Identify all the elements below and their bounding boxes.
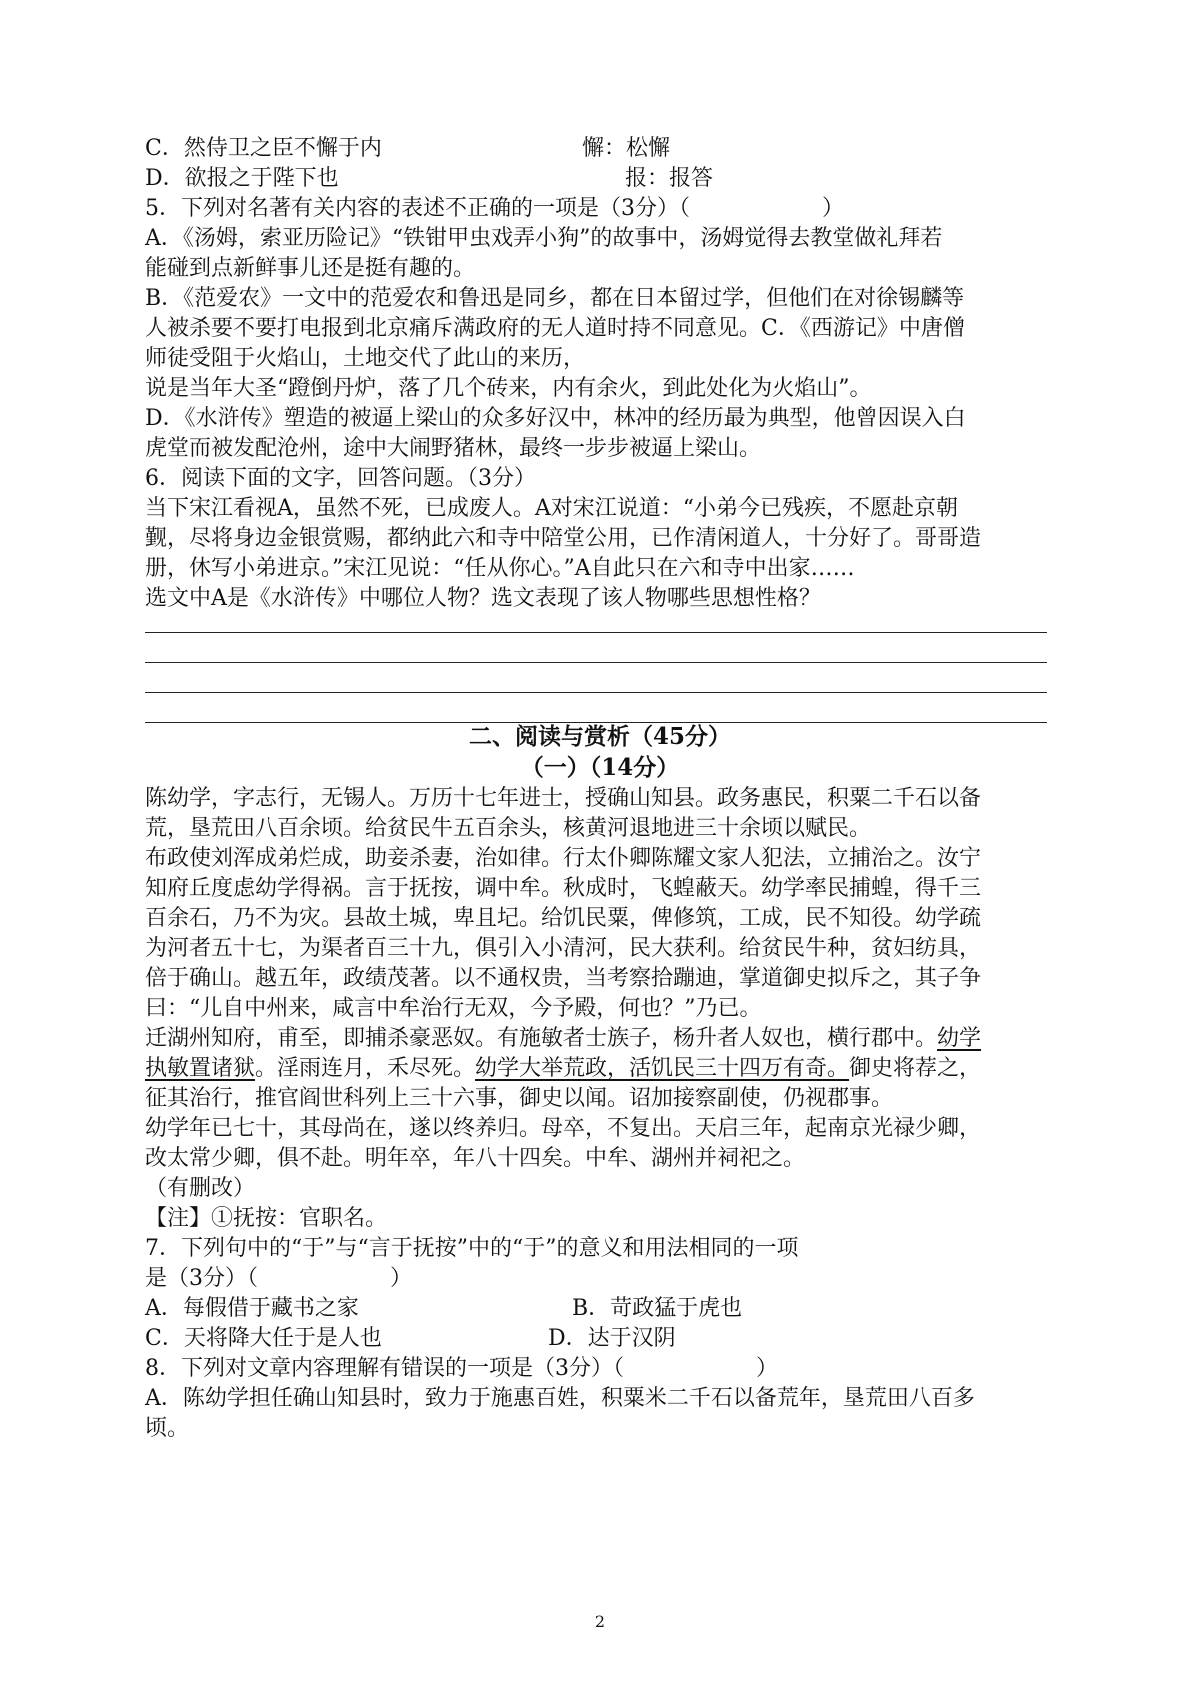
q6-line: 当下宋江看视A，虽然不死，已成废人。A对宋江说道：“小弟今已残疾，不愿赴京朝 xyxy=(145,496,959,521)
passage-line: 荒，垦荒田八百余顷。给贫民牛五百余头，核黄河退地进三十余顷以赋民。 xyxy=(145,816,872,841)
underlined-sentence: 幼学大举荒政，活饥民三十四万有奇。 xyxy=(475,1056,850,1081)
q7-option-a: A．每假借于藏书之家 xyxy=(145,1296,359,1321)
passage-line: 征其治行，推官阎世科列上三十六事，御史以闻。诏加接察副使，仍视郡事。 xyxy=(145,1086,894,1111)
q5-line: A．《汤姆，索亚历险记》“铁钳甲虫戏弄小狗”的故事中，汤姆觉得去教堂做礼拜若 xyxy=(145,226,943,251)
section-heading: 二、阅读与赏析（45分） xyxy=(468,723,731,750)
passage-line xyxy=(145,1023,981,1055)
passage-text: 迁湖州知府，甫至，即捕杀豪恶奴。有施敏者士族子，杨升者人奴也，横行郡中。 xyxy=(145,1026,938,1051)
q7-option-d: D．达于汉阴 xyxy=(548,1326,676,1351)
underlined-sentence: 执敏置诸狱 xyxy=(145,1056,256,1081)
subsection-heading: （一）（14分） xyxy=(520,754,680,781)
q5-line: 说是当年大圣“蹬倒丹炉，落了几个砖来，内有余火，到此处化为火焰山”。 xyxy=(145,376,872,401)
passage-line: 知府丘度虑幼学得祸。言于抚按，调中牟。秋成时，飞蝗蔽天。幼学率民捕蝗，得千三 xyxy=(145,876,982,901)
passage-text: 御史将荐之， xyxy=(849,1056,982,1081)
passage-footnote: 【注】①抚按：官职名。 xyxy=(145,1206,388,1231)
q5-line: 师徒受阻于火焰山，土地交代了此山的来历， xyxy=(145,346,586,371)
passage-line: 布政使刘浑成弟烂成，助妾杀妻，治如律。行太仆卿陈耀文家人犯法，立捕治之。汝宁 xyxy=(145,846,982,871)
q6-line: 选文中A是《水浒传》中哪位人物？选文表现了该人物哪些思想性格？ xyxy=(145,586,821,611)
passage-line: 陈幼学，字志行，无锡人。万历十七年进士，授确山知县。政务惠民，积粟二千石以备 xyxy=(145,786,982,811)
q8-stem: 8．下列对文章内容理解有错误的一项是（3分）（ ） xyxy=(145,1356,778,1381)
answer-line[interactable] xyxy=(145,662,1047,663)
answer-line[interactable] xyxy=(145,692,1047,693)
q7-stem: 7．下列句中的“于”与“言于抚按”中的“于”的意义和用法相同的一项 xyxy=(145,1236,799,1261)
q4-option-c-gloss: 懈：松懈 xyxy=(582,136,671,161)
q5-line: 虎堂而被发配沧州，途中大闹野猪林，最终一步步被逼上梁山。 xyxy=(145,436,762,461)
q4-option-d: D．欲报之于陛下也 xyxy=(145,166,339,191)
page-number: 2 xyxy=(594,1612,606,1631)
passage-line: 百余石，乃不为灾。县故土城，卑且圮。给饥民粟，俾修筑，工成，民不知役。幼学疏 xyxy=(145,906,982,931)
passage-line: 为河者五十七，为渠者百三十九，俱引入小清河，民大获利。给贫民牛种，贫妇纺具， xyxy=(145,936,982,961)
passage-line: 幼学年已七十，其母尚在，遂以终养归。母卒，不复出。天启三年，起南京光禄少卿， xyxy=(145,1116,982,1141)
passage-line xyxy=(145,1053,981,1085)
q5-line: B．《范爱农》一文中的范爱农和鲁迅是同乡，都在日本留过学，但他们在对徐锡麟等 xyxy=(145,286,965,311)
q8-option-a: A．陈幼学担任确山知县时，致力于施惠百姓，积粟米二千石以备荒年，垦荒田八百多 xyxy=(145,1386,975,1411)
q6-stem: 6．阅读下面的文字，回答问题。（3分） xyxy=(145,466,536,491)
q6-line: 册，休写小弟进京。”宋江见说：“任从你心。”A自此只在六和寺中出家…… xyxy=(145,556,855,581)
q7-option-c: C．天将降大任于是人也 xyxy=(145,1326,382,1351)
passage-line: 倍于确山。越五年，政绩茂著。以不通权贵，当考察拾蹦迪，掌道御史拟斥之，其子争 xyxy=(145,966,982,991)
answer-line[interactable] xyxy=(145,632,1047,633)
q5-line: 能碰到点新鲜事儿还是挺有趣的。 xyxy=(145,256,476,281)
q4-option-d-gloss: 报：报答 xyxy=(625,166,714,191)
passage-note: （有删改） xyxy=(145,1176,256,1201)
q4-option-c: C．然侍卫之臣不懈于内 xyxy=(145,136,382,161)
q5-line: 人被杀要不要打电报到北京痛斥满政府的无人道时持不同意见。C．《西游记》中唐僧 xyxy=(145,316,965,341)
q5-line: D．《水浒传》塑造的被逼上梁山的众多好汉中，林冲的经历最为典型，他曾因误入白 xyxy=(145,406,966,431)
q7-option-b: B．苛政猛于虎也 xyxy=(572,1296,743,1321)
passage-line: 改太常少卿，俱不赴。明年卒，年八十四矣。中牟、湖州并祠祀之。 xyxy=(145,1146,806,1171)
q7-stem-cont: 是（3分）（ ） xyxy=(145,1266,412,1291)
passage-line: 曰：“儿自中州来，咸言中牟治行无双，今予殿，何也？”乃已。 xyxy=(145,996,762,1021)
passage-text: 。淫雨连月，禾尽死。 xyxy=(255,1056,476,1081)
underlined-sentence: 幼学 xyxy=(937,1026,982,1051)
q5-stem: 5．下列对名著有关内容的表述不正确的一项是（3分）（ ） xyxy=(145,196,844,221)
q8-option-a-cont: 顷。 xyxy=(145,1416,190,1441)
q6-line: 觐，尽将身边金银赏赐，都纳此六和寺中陪堂公用，已作清闲道人，十分好了。哥哥造 xyxy=(145,526,982,551)
